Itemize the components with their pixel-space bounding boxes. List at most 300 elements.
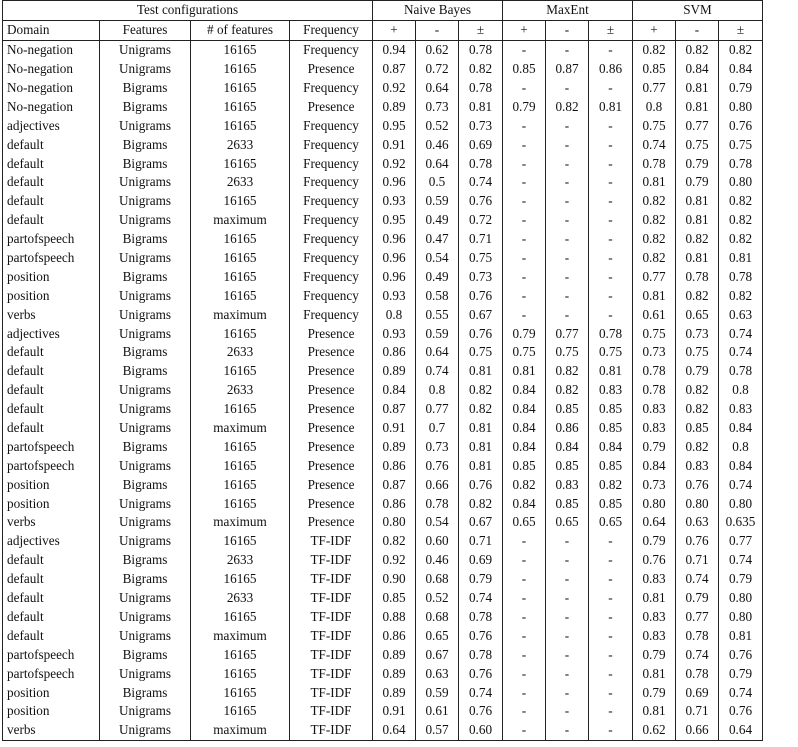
cell-domain: position	[3, 702, 100, 721]
cell-features: Bigrams	[100, 570, 191, 589]
cell-svm-plus: 0.82	[633, 230, 676, 249]
cell-domain: verbs	[3, 513, 100, 532]
cell-features: Unigrams	[100, 626, 191, 645]
cell-me-pm: -	[589, 645, 633, 664]
table-row	[3, 211, 763, 230]
cell-svm-plus: 0.81	[633, 286, 676, 305]
header-naive-bayes: Naive Bayes	[373, 1, 503, 21]
cell-me-minus: -	[546, 721, 589, 740]
cell-nb-plus: 0.89	[373, 362, 416, 381]
table-row	[3, 645, 763, 664]
cell-me-pm: -	[589, 532, 633, 551]
cell-num-features: 16165	[191, 570, 290, 589]
cell-me-minus: -	[546, 267, 589, 286]
cell-num-features: 16165	[191, 79, 290, 98]
cell-nb-minus: 0.52	[416, 589, 459, 608]
cell-me-plus: 0.85	[503, 456, 546, 475]
cell-nb-pm: 0.75	[459, 343, 503, 362]
cell-nb-plus: 0.86	[373, 494, 416, 513]
cell-nb-plus: 0.95	[373, 211, 416, 230]
cell-frequency: Presence	[290, 381, 373, 400]
cell-svm-minus: 0.82	[676, 286, 719, 305]
cell-svm-pm: 0.78	[719, 362, 763, 381]
table-row	[3, 267, 763, 286]
cell-svm-minus: 0.82	[676, 40, 719, 59]
cell-svm-pm: 0.8	[719, 381, 763, 400]
cell-nb-minus: 0.76	[416, 456, 459, 475]
table-row	[3, 192, 763, 211]
cell-me-pm: -	[589, 286, 633, 305]
cell-features: Unigrams	[100, 702, 191, 721]
cell-frequency: Presence	[290, 513, 373, 532]
col-domain: Domain	[3, 20, 100, 40]
cell-svm-minus: 0.74	[676, 570, 719, 589]
cell-nb-minus: 0.68	[416, 570, 459, 589]
cell-nb-plus: 0.87	[373, 400, 416, 419]
cell-svm-pm: 0.74	[719, 551, 763, 570]
cell-features: Unigrams	[100, 211, 191, 230]
table-row	[3, 79, 763, 98]
cell-svm-pm: 0.80	[719, 608, 763, 627]
cell-nb-pm: 0.74	[459, 683, 503, 702]
cell-svm-plus: 0.78	[633, 362, 676, 381]
col-num-features: # of features	[191, 20, 290, 40]
cell-me-plus: 0.84	[503, 381, 546, 400]
cell-svm-pm: 0.81	[719, 626, 763, 645]
cell-me-plus: -	[503, 116, 546, 135]
cell-svm-plus: 0.8	[633, 97, 676, 116]
cell-nb-pm: 0.78	[459, 79, 503, 98]
cell-me-pm: 0.82	[589, 475, 633, 494]
cell-nb-plus: 0.92	[373, 154, 416, 173]
cell-svm-minus: 0.85	[676, 419, 719, 438]
col-nb-plus: +	[373, 20, 416, 40]
cell-frequency: Frequency	[290, 173, 373, 192]
cell-features: Unigrams	[100, 419, 191, 438]
cell-me-plus: 0.84	[503, 419, 546, 438]
table-row	[3, 97, 763, 116]
cell-me-minus: -	[546, 286, 589, 305]
cell-domain: No-negation	[3, 97, 100, 116]
cell-frequency: Frequency	[290, 40, 373, 59]
cell-svm-pm: 0.82	[719, 211, 763, 230]
cell-domain: adjectives	[3, 532, 100, 551]
cell-svm-minus: 0.78	[676, 626, 719, 645]
cell-svm-pm: 0.82	[719, 40, 763, 59]
cell-me-minus: -	[546, 683, 589, 702]
cell-me-pm: -	[589, 79, 633, 98]
header-test-configurations: Test configurations	[3, 1, 373, 21]
cell-svm-plus: 0.74	[633, 135, 676, 154]
cell-svm-plus: 0.77	[633, 79, 676, 98]
table-row	[3, 513, 763, 532]
cell-num-features: 16165	[191, 532, 290, 551]
cell-nb-pm: 0.81	[459, 456, 503, 475]
cell-nb-pm: 0.69	[459, 551, 503, 570]
cell-svm-pm: 0.80	[719, 494, 763, 513]
cell-num-features: 16165	[191, 267, 290, 286]
cell-me-minus: -	[546, 570, 589, 589]
cell-svm-plus: 0.64	[633, 513, 676, 532]
cell-svm-plus: 0.84	[633, 456, 676, 475]
cell-me-plus: 0.84	[503, 437, 546, 456]
cell-features: Bigrams	[100, 135, 191, 154]
cell-svm-plus: 0.73	[633, 343, 676, 362]
table-row	[3, 249, 763, 268]
cell-nb-minus: 0.8	[416, 381, 459, 400]
table-row	[3, 419, 763, 438]
table-row	[3, 494, 763, 513]
cell-nb-pm: 0.81	[459, 362, 503, 381]
cell-num-features: 2633	[191, 135, 290, 154]
cell-svm-plus: 0.82	[633, 192, 676, 211]
table-row	[3, 362, 763, 381]
cell-svm-plus: 0.79	[633, 645, 676, 664]
cell-nb-plus: 0.96	[373, 173, 416, 192]
cell-svm-plus: 0.82	[633, 40, 676, 59]
cell-svm-minus: 0.83	[676, 456, 719, 475]
cell-nb-pm: 0.81	[459, 97, 503, 116]
cell-nb-plus: 0.86	[373, 626, 416, 645]
cell-me-plus: -	[503, 551, 546, 570]
cell-svm-minus: 0.77	[676, 116, 719, 135]
cell-num-features: 16165	[191, 286, 290, 305]
cell-me-minus: 0.77	[546, 324, 589, 343]
cell-features: Bigrams	[100, 154, 191, 173]
cell-nb-minus: 0.66	[416, 475, 459, 494]
cell-me-minus: -	[546, 211, 589, 230]
table-row	[3, 286, 763, 305]
cell-me-minus: -	[546, 551, 589, 570]
cell-svm-pm: 0.79	[719, 79, 763, 98]
cell-domain: position	[3, 494, 100, 513]
cell-me-pm: -	[589, 626, 633, 645]
cell-num-features: 2633	[191, 589, 290, 608]
cell-nb-pm: 0.78	[459, 40, 503, 59]
cell-svm-plus: 0.83	[633, 570, 676, 589]
cell-me-plus: -	[503, 192, 546, 211]
cell-me-minus: -	[546, 645, 589, 664]
table-row	[3, 305, 763, 324]
cell-nb-minus: 0.54	[416, 513, 459, 532]
cell-svm-pm: 0.78	[719, 267, 763, 286]
cell-me-plus: -	[503, 645, 546, 664]
cell-svm-minus: 0.82	[676, 230, 719, 249]
cell-me-plus: -	[503, 173, 546, 192]
cell-me-pm: -	[589, 267, 633, 286]
cell-domain: default	[3, 626, 100, 645]
cell-svm-pm: 0.63	[719, 305, 763, 324]
cell-domain: No-negation	[3, 79, 100, 98]
cell-nb-plus: 0.80	[373, 513, 416, 532]
cell-nb-minus: 0.49	[416, 211, 459, 230]
header-column-row	[3, 20, 763, 40]
cell-features: Bigrams	[100, 267, 191, 286]
cell-svm-plus: 0.61	[633, 305, 676, 324]
cell-nb-minus: 0.68	[416, 608, 459, 627]
cell-nb-minus: 0.73	[416, 437, 459, 456]
cell-nb-pm: 0.71	[459, 230, 503, 249]
cell-frequency: TF-IDF	[290, 532, 373, 551]
cell-svm-minus: 0.63	[676, 513, 719, 532]
cell-nb-plus: 0.89	[373, 645, 416, 664]
cell-frequency: Presence	[290, 60, 373, 79]
cell-svm-plus: 0.75	[633, 324, 676, 343]
table-row	[3, 683, 763, 702]
col-nb-minus: -	[416, 20, 459, 40]
cell-features: Unigrams	[100, 589, 191, 608]
cell-me-minus: -	[546, 608, 589, 627]
cell-svm-minus: 0.75	[676, 343, 719, 362]
cell-nb-minus: 0.57	[416, 721, 459, 740]
cell-svm-pm: 0.79	[719, 570, 763, 589]
cell-nb-plus: 0.87	[373, 475, 416, 494]
cell-svm-minus: 0.78	[676, 664, 719, 683]
cell-svm-plus: 0.82	[633, 249, 676, 268]
cell-domain: position	[3, 286, 100, 305]
cell-domain: No-negation	[3, 40, 100, 59]
cell-nb-plus: 0.89	[373, 664, 416, 683]
cell-svm-minus: 0.76	[676, 532, 719, 551]
col-frequency: Frequency	[290, 20, 373, 40]
cell-features: Unigrams	[100, 664, 191, 683]
cell-svm-pm: 0.81	[719, 249, 763, 268]
cell-nb-pm: 0.82	[459, 400, 503, 419]
cell-num-features: maximum	[191, 721, 290, 740]
cell-nb-minus: 0.46	[416, 551, 459, 570]
cell-me-plus: -	[503, 532, 546, 551]
table-row	[3, 589, 763, 608]
cell-svm-minus: 0.79	[676, 589, 719, 608]
table-row	[3, 475, 763, 494]
cell-me-plus: 0.79	[503, 324, 546, 343]
cell-frequency: Presence	[290, 362, 373, 381]
cell-me-minus: -	[546, 173, 589, 192]
cell-domain: position	[3, 267, 100, 286]
cell-me-pm: -	[589, 589, 633, 608]
cell-svm-pm: 0.82	[719, 230, 763, 249]
cell-svm-minus: 0.65	[676, 305, 719, 324]
cell-svm-plus: 0.81	[633, 589, 676, 608]
cell-svm-pm: 0.76	[719, 702, 763, 721]
cell-frequency: TF-IDF	[290, 626, 373, 645]
cell-svm-minus: 0.81	[676, 192, 719, 211]
cell-svm-plus: 0.77	[633, 267, 676, 286]
cell-svm-plus: 0.82	[633, 211, 676, 230]
col-me-pm: ±	[589, 20, 633, 40]
cell-svm-plus: 0.83	[633, 419, 676, 438]
cell-domain: default	[3, 362, 100, 381]
cell-svm-minus: 0.82	[676, 381, 719, 400]
cell-nb-minus: 0.47	[416, 230, 459, 249]
cell-nb-plus: 0.85	[373, 589, 416, 608]
cell-nb-minus: 0.59	[416, 683, 459, 702]
cell-me-pm: -	[589, 608, 633, 627]
table-row	[3, 116, 763, 135]
cell-svm-pm: 0.82	[719, 286, 763, 305]
cell-frequency: TF-IDF	[290, 702, 373, 721]
cell-me-plus: -	[503, 626, 546, 645]
cell-svm-minus: 0.80	[676, 494, 719, 513]
cell-me-minus: -	[546, 230, 589, 249]
cell-me-minus: -	[546, 79, 589, 98]
cell-nb-minus: 0.77	[416, 400, 459, 419]
cell-frequency: Frequency	[290, 267, 373, 286]
table-row	[3, 343, 763, 362]
cell-num-features: 16165	[191, 97, 290, 116]
cell-nb-plus: 0.84	[373, 381, 416, 400]
table-row	[3, 381, 763, 400]
cell-nb-plus: 0.94	[373, 40, 416, 59]
cell-num-features: 2633	[191, 173, 290, 192]
cell-frequency: Presence	[290, 475, 373, 494]
table-body	[3, 40, 763, 740]
cell-me-plus: -	[503, 702, 546, 721]
cell-svm-pm: 0.74	[719, 343, 763, 362]
cell-domain: partofspeech	[3, 645, 100, 664]
col-features: Features	[100, 20, 191, 40]
cell-nb-minus: 0.7	[416, 419, 459, 438]
cell-me-minus: -	[546, 192, 589, 211]
cell-me-minus: 0.87	[546, 60, 589, 79]
cell-num-features: 16165	[191, 230, 290, 249]
cell-num-features: maximum	[191, 626, 290, 645]
table-row	[3, 702, 763, 721]
cell-nb-plus: 0.89	[373, 683, 416, 702]
cell-nb-plus: 0.90	[373, 570, 416, 589]
header-svm: SVM	[633, 1, 763, 21]
header-group-row	[3, 1, 763, 21]
cell-me-plus: -	[503, 286, 546, 305]
cell-svm-pm: 0.78	[719, 154, 763, 173]
cell-features: Unigrams	[100, 381, 191, 400]
cell-me-plus: -	[503, 154, 546, 173]
cell-svm-pm: 0.84	[719, 60, 763, 79]
cell-frequency: Presence	[290, 97, 373, 116]
cell-frequency: TF-IDF	[290, 721, 373, 740]
cell-nb-minus: 0.64	[416, 79, 459, 98]
cell-nb-plus: 0.87	[373, 60, 416, 79]
table-row	[3, 40, 763, 59]
cell-me-pm: -	[589, 192, 633, 211]
cell-nb-plus: 0.92	[373, 551, 416, 570]
cell-domain: partofspeech	[3, 437, 100, 456]
cell-nb-pm: 0.71	[459, 532, 503, 551]
cell-frequency: Presence	[290, 437, 373, 456]
cell-features: Unigrams	[100, 513, 191, 532]
cell-domain: default	[3, 608, 100, 627]
cell-nb-pm: 0.82	[459, 494, 503, 513]
cell-svm-plus: 0.80	[633, 494, 676, 513]
cell-features: Bigrams	[100, 645, 191, 664]
cell-nb-plus: 0.93	[373, 286, 416, 305]
cell-domain: default	[3, 192, 100, 211]
cell-me-plus: 0.85	[503, 60, 546, 79]
cell-svm-pm: 0.75	[719, 135, 763, 154]
cell-nb-pm: 0.76	[459, 702, 503, 721]
cell-me-plus: 0.81	[503, 362, 546, 381]
cell-svm-plus: 0.78	[633, 154, 676, 173]
cell-svm-pm: 0.80	[719, 589, 763, 608]
cell-features: Unigrams	[100, 286, 191, 305]
cell-me-plus: -	[503, 589, 546, 608]
cell-nb-plus: 0.93	[373, 192, 416, 211]
cell-features: Unigrams	[100, 305, 191, 324]
cell-domain: No-negation	[3, 60, 100, 79]
cell-nb-minus: 0.5	[416, 173, 459, 192]
cell-num-features: 16165	[191, 645, 290, 664]
cell-me-minus: -	[546, 664, 589, 683]
cell-me-pm: 0.65	[589, 513, 633, 532]
cell-features: Unigrams	[100, 721, 191, 740]
cell-svm-minus: 0.78	[676, 267, 719, 286]
cell-me-pm: -	[589, 173, 633, 192]
cell-features: Bigrams	[100, 362, 191, 381]
cell-svm-plus: 0.85	[633, 60, 676, 79]
cell-svm-minus: 0.84	[676, 60, 719, 79]
cell-nb-plus: 0.93	[373, 324, 416, 343]
cell-features: Bigrams	[100, 230, 191, 249]
cell-svm-pm: 0.74	[719, 324, 763, 343]
cell-svm-minus: 0.81	[676, 97, 719, 116]
cell-svm-plus: 0.81	[633, 702, 676, 721]
cell-me-minus: -	[546, 589, 589, 608]
cell-nb-plus: 0.86	[373, 343, 416, 362]
cell-nb-pm: 0.67	[459, 305, 503, 324]
cell-frequency: Frequency	[290, 79, 373, 98]
cell-me-pm: -	[589, 305, 633, 324]
cell-nb-minus: 0.58	[416, 286, 459, 305]
table-row	[3, 60, 763, 79]
cell-num-features: 16165	[191, 494, 290, 513]
cell-frequency: Presence	[290, 324, 373, 343]
col-svm-plus: +	[633, 20, 676, 40]
col-svm-pm: ±	[719, 20, 763, 40]
cell-svm-minus: 0.77	[676, 608, 719, 627]
cell-num-features: 16165	[191, 60, 290, 79]
cell-features: Unigrams	[100, 400, 191, 419]
cell-frequency: TF-IDF	[290, 664, 373, 683]
cell-nb-pm: 0.78	[459, 154, 503, 173]
col-me-minus: -	[546, 20, 589, 40]
cell-me-minus: -	[546, 249, 589, 268]
cell-nb-pm: 0.74	[459, 173, 503, 192]
table-row	[3, 324, 763, 343]
cell-svm-minus: 0.79	[676, 154, 719, 173]
cell-svm-plus: 0.81	[633, 173, 676, 192]
cell-svm-plus: 0.79	[633, 532, 676, 551]
cell-svm-minus: 0.82	[676, 437, 719, 456]
cell-svm-minus: 0.74	[676, 645, 719, 664]
cell-nb-pm: 0.76	[459, 626, 503, 645]
cell-nb-plus: 0.64	[373, 721, 416, 740]
cell-frequency: Frequency	[290, 230, 373, 249]
cell-svm-minus: 0.81	[676, 249, 719, 268]
cell-me-pm: 0.81	[589, 97, 633, 116]
cell-svm-plus: 0.83	[633, 608, 676, 627]
cell-me-minus: 0.83	[546, 475, 589, 494]
cell-domain: default	[3, 154, 100, 173]
cell-nb-minus: 0.72	[416, 60, 459, 79]
cell-domain: verbs	[3, 305, 100, 324]
cell-me-pm: 0.85	[589, 456, 633, 475]
cell-svm-minus: 0.71	[676, 702, 719, 721]
cell-nb-pm: 0.74	[459, 589, 503, 608]
cell-nb-minus: 0.55	[416, 305, 459, 324]
cell-me-minus: 0.82	[546, 97, 589, 116]
cell-domain: default	[3, 173, 100, 192]
cell-features: Unigrams	[100, 324, 191, 343]
